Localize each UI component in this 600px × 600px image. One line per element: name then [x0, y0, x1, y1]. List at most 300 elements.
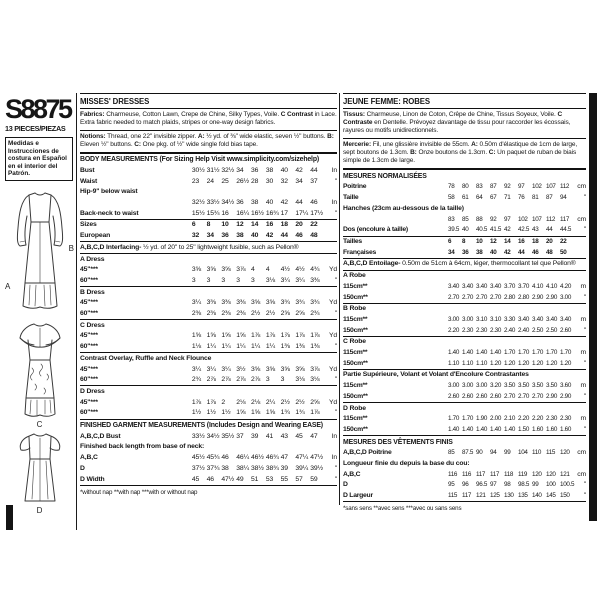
- size-value: 1.40: [490, 349, 502, 357]
- size-value: 2.50: [532, 326, 544, 334]
- size-value: 10: [221, 221, 229, 229]
- size-value: 3⅛: [295, 376, 305, 384]
- size-value: 2.70: [448, 293, 460, 301]
- size-value: 99: [504, 449, 511, 457]
- size-value: 45½: [191, 454, 205, 462]
- paragraph-segment: ½ yd. of ⅜" wide elastic, seven ½" buttons.: [204, 132, 328, 140]
- size-value: 3¼: [295, 276, 305, 284]
- unit-label: ": [583, 359, 586, 367]
- size-value: 140: [532, 492, 542, 500]
- size-value: 17½: [310, 209, 323, 217]
- size-value: 1⅞: [206, 398, 216, 406]
- size-value: 59: [310, 475, 318, 483]
- pieces-count: 13 PIECES/PIEZAS: [5, 124, 66, 133]
- size-value: 38: [221, 464, 229, 472]
- size-value: 34: [236, 166, 244, 174]
- size-value: 2.70: [532, 392, 544, 400]
- envelope-left-column: [5, 94, 74, 515]
- size-value: 4½: [295, 266, 305, 274]
- size-value: 3.40: [448, 282, 460, 290]
- size-data-row: [343, 381, 586, 392]
- size-data-row: [343, 236, 586, 248]
- size-value: 95: [448, 481, 455, 489]
- row-label: 150cm**: [343, 425, 368, 433]
- size-data-row: [343, 424, 586, 435]
- size-value: 92: [490, 215, 497, 223]
- size-value: 3.50: [532, 382, 544, 390]
- size-value: 2¾: [310, 310, 320, 318]
- row-label: 150cm**: [343, 293, 368, 301]
- size-value: 46¾: [265, 454, 279, 462]
- size-value: 87: [546, 194, 553, 202]
- size-value: 121: [560, 470, 570, 478]
- row-label: 60"***: [80, 376, 98, 384]
- size-data-row: [80, 309, 337, 320]
- size-value: 3⅜: [206, 299, 216, 307]
- size-value: 2.30: [546, 415, 558, 423]
- size-value: 117: [560, 215, 570, 223]
- column-divider: [76, 93, 77, 530]
- size-value: 3.40: [518, 315, 530, 323]
- size-value: 1.70: [560, 349, 572, 357]
- size-value: 12: [236, 221, 244, 229]
- size-value: 1.40: [462, 349, 474, 357]
- size-value: 1⅝: [191, 332, 201, 340]
- row-label: 45"***: [80, 365, 98, 373]
- size-value: 47¼: [295, 454, 309, 462]
- size-value: 2⅝: [310, 398, 320, 406]
- size-value: 2⅜: [236, 310, 246, 318]
- size-value: 2½: [280, 398, 290, 406]
- size-value: 38: [265, 166, 274, 174]
- row-label: 45"***: [80, 299, 98, 307]
- paragraph-segment: One pkg. of ½" wide single fold bias tape.: [140, 140, 258, 148]
- size-value: 1.60: [546, 425, 558, 433]
- size-value: 2.70: [504, 392, 516, 400]
- size-value: 33½: [206, 199, 220, 206]
- paragraph-segment: Notions:: [80, 132, 106, 140]
- size-data-row: [343, 193, 586, 204]
- row-label: Poitrine: [343, 183, 367, 191]
- unit-label: ": [583, 492, 586, 500]
- size-value: 10: [476, 238, 483, 245]
- size-value: 2.10: [504, 415, 516, 423]
- size-value: 44: [295, 199, 303, 206]
- row-label: 45"***: [80, 398, 98, 406]
- row-label: A,B,C: [343, 470, 361, 478]
- group-label-row: A,B,C,D Entoilage- 0.50m de 51cm à 64cm, léger, thermocollant tel que Pellon®: [343, 258, 586, 270]
- size-value: 2.40: [504, 326, 516, 334]
- size-value: 3⅝: [221, 266, 231, 274]
- size-value: 47: [310, 432, 318, 440]
- group-label-row: C Dress: [80, 319, 337, 331]
- size-data-row: [343, 469, 586, 480]
- size-value: 3.70: [504, 282, 516, 290]
- unit-label: ": [583, 226, 586, 234]
- size-value: 24: [206, 177, 214, 185]
- size-value: 87: [490, 183, 497, 191]
- size-value: 130: [504, 492, 514, 500]
- size-value: 41: [265, 432, 274, 440]
- size-value: 42: [504, 248, 511, 256]
- size-data-row: [80, 208, 337, 219]
- size-value: 3.30: [504, 315, 516, 323]
- size-value: 83: [448, 215, 455, 223]
- size-value: 120: [532, 470, 542, 478]
- size-value: 1.20: [532, 359, 544, 367]
- size-value: 40: [462, 226, 469, 234]
- unit-label: ": [334, 409, 337, 417]
- size-value: 99: [532, 481, 539, 489]
- size-value: 2⅜: [191, 310, 201, 318]
- size-value: 1.10: [476, 359, 488, 367]
- size-data-row: [343, 281, 586, 292]
- size-value: 3⅛: [265, 276, 275, 284]
- paragraph-segment: 0.50m d'élastique de 1cm de large, sept boutons de 1.3cm.: [343, 140, 578, 157]
- unit-label: ": [334, 343, 337, 351]
- row-label: 115cm**: [343, 382, 368, 390]
- size-value: 115: [546, 449, 556, 457]
- section-header-row: FINISHED GARMENT MEASUREMENTS (Includes Design and Wearing EASE): [80, 419, 337, 432]
- size-value: 1.40: [448, 349, 460, 357]
- size-value: 46¼: [236, 454, 249, 462]
- paragraph-segment: Onze boutons de 1.3cm.: [416, 149, 489, 157]
- unit-label: m: [580, 315, 586, 323]
- size-data-row: [343, 247, 586, 258]
- size-value: 14: [504, 238, 511, 245]
- size-value: 1¼: [221, 343, 231, 351]
- size-value: 45: [191, 475, 200, 483]
- size-value: 22: [310, 221, 318, 229]
- size-value: 17¼: [295, 209, 309, 217]
- size-value: 33½: [191, 432, 205, 440]
- row-label: 60"***: [80, 310, 98, 318]
- size-value: 45: [295, 432, 303, 440]
- size-value: 1⅝: [265, 409, 275, 417]
- size-value: 4.10: [546, 282, 558, 290]
- view-d-label: D: [36, 505, 43, 515]
- size-value: 1¼: [236, 343, 246, 351]
- row-label: D: [343, 481, 348, 489]
- size-value: 34: [448, 248, 455, 256]
- dress-d-illustration: [8, 429, 72, 507]
- size-value: 102: [518, 215, 528, 223]
- size-value: 2⅛: [236, 398, 246, 406]
- unit-label: Yd: [328, 398, 337, 406]
- row-label: 115cm**: [343, 282, 368, 290]
- size-value: 1½: [206, 409, 216, 417]
- size-value: 3.40: [490, 282, 502, 290]
- size-value: 3.00: [448, 382, 460, 390]
- size-value: 45¾: [206, 454, 220, 462]
- size-value: 3.00: [560, 293, 572, 301]
- size-value: 16¾: [265, 209, 279, 217]
- size-value: 1.70: [504, 349, 516, 357]
- size-value: 3⅝: [206, 266, 216, 274]
- size-value: 1.10: [462, 359, 474, 367]
- view-d-drawing: [5, 429, 74, 515]
- size-value: 125: [490, 492, 500, 500]
- group-label-row: D Dress: [80, 385, 337, 397]
- unit-label: cm: [577, 449, 586, 457]
- size-value: 1.70: [518, 349, 530, 357]
- size-value: 6: [191, 221, 196, 229]
- size-value: 1.70: [448, 415, 460, 423]
- size-value: 2⅜: [221, 310, 231, 318]
- size-value: 36: [251, 166, 259, 174]
- size-value: 14: [251, 221, 259, 229]
- size-value: 3⅝: [251, 299, 261, 307]
- size-value: 3.40: [546, 315, 558, 323]
- size-value: 2.70: [490, 293, 502, 301]
- size-data-row: [343, 314, 586, 325]
- footnote-row: *sans sens **avec sens ***avec ou sans sens: [343, 501, 586, 514]
- row-label: 115cm**: [343, 415, 368, 423]
- unit-label: ": [583, 194, 586, 202]
- size-value: 3.00: [476, 382, 488, 390]
- size-value: 3: [221, 276, 226, 284]
- row-label: 60"***: [80, 409, 98, 417]
- size-value: 1.40: [448, 425, 460, 433]
- size-value: 1¼: [265, 343, 275, 351]
- size-value: 97: [504, 215, 511, 223]
- paragraph-segment: Tissus:: [343, 110, 365, 118]
- size-value: 3⅝: [265, 299, 275, 307]
- group-label-row: Hanches (23cm au-dessous de la taille): [343, 204, 464, 212]
- size-value: 2⅞: [236, 376, 246, 384]
- size-value: 2.80: [518, 293, 530, 301]
- size-value: 1.40: [476, 349, 488, 357]
- group-label-row: Longueur finie du depuis la base du cou:: [343, 460, 470, 468]
- unit-label: In: [331, 454, 337, 462]
- unit-label: ": [583, 392, 586, 400]
- size-value: 2.60: [476, 392, 488, 400]
- size-value: 20: [295, 221, 303, 229]
- size-value: 2.80: [504, 293, 516, 301]
- size-value: 3¼: [280, 276, 290, 284]
- size-value: 8: [462, 238, 466, 245]
- size-value: 102: [532, 183, 542, 191]
- size-value: 18: [280, 221, 288, 229]
- row-label: D Width: [80, 475, 105, 483]
- unit-label: Yd: [328, 299, 337, 307]
- size-value: 1.60: [532, 425, 544, 433]
- dress-ab-illustration: [8, 186, 72, 316]
- paragraph-segment: C Contraste: [343, 110, 563, 126]
- unit-label: m: [580, 282, 586, 290]
- size-value: 34½: [206, 432, 220, 440]
- size-data-row: [343, 480, 586, 491]
- size-value: 2.30: [462, 326, 474, 334]
- unit-label: ": [334, 177, 337, 185]
- unit-label: ": [334, 376, 337, 384]
- size-value: 38¼: [236, 464, 249, 472]
- row-label: Bust: [80, 166, 95, 174]
- size-value: 34: [295, 177, 303, 185]
- size-value: 37: [236, 432, 244, 440]
- size-value: 3¾: [295, 299, 305, 307]
- size-value: 2.60: [462, 392, 474, 400]
- paragraph-segment: Thread, one 22" invisible zipper.: [105, 132, 198, 140]
- size-value: 98.5: [518, 481, 530, 489]
- size-value: 44: [546, 226, 553, 234]
- size-value: 92: [504, 183, 511, 191]
- size-value: 1⅝: [206, 332, 216, 340]
- size-value: 90: [476, 449, 483, 457]
- size-value: 46: [295, 232, 303, 240]
- size-value: 3: [251, 276, 255, 284]
- size-value: 3⅛: [310, 376, 320, 384]
- size-data-row: [343, 358, 586, 369]
- size-value: 2.20: [448, 326, 460, 334]
- unit-label: ": [334, 475, 337, 483]
- size-value: 55: [280, 475, 288, 483]
- size-value: 2⅞: [206, 376, 216, 384]
- size-value: 1.70: [546, 349, 558, 357]
- paragraph-segment: Charmeuse, Cotton Lawn, Crepe de Chine, Silky Types, Voile.: [104, 110, 281, 118]
- size-value: 1⅞: [251, 332, 261, 340]
- size-value: 2½: [295, 398, 305, 406]
- size-value: 1.40: [504, 425, 516, 433]
- size-data-row: [80, 331, 337, 342]
- size-data-row: [80, 408, 337, 419]
- size-value: 40.5: [476, 226, 488, 234]
- unit-label: ": [334, 464, 337, 472]
- size-value: 100.5: [560, 481, 575, 489]
- french-measurements-column: [343, 93, 586, 515]
- group-label-row: A,B,C,D Interfacing- ½ yd. of 20" to 25" lightweight fusible, such as Pellon®: [80, 241, 337, 253]
- size-value: 2.60: [448, 392, 460, 400]
- size-value: 1.90: [476, 415, 488, 423]
- size-value: 1⅛: [191, 343, 201, 351]
- paragraph-segment: Charmeuse, Linon de Coton, Crêpe de Chine, Tissus Soyeux, Voile.: [364, 110, 558, 118]
- size-value: 53: [265, 475, 274, 483]
- size-value: 118: [504, 470, 514, 478]
- group-label-row: Partie Supérieure, Volant et Volant d'Encolure Contrastantes: [343, 369, 586, 381]
- paragraph-segment: Fabrics:: [80, 110, 105, 118]
- size-value: 2⅞: [221, 376, 231, 384]
- size-value: 34½: [221, 199, 235, 206]
- size-value: 2.40: [518, 326, 530, 334]
- row-label: 60"***: [80, 276, 98, 284]
- unit-label: ": [334, 310, 337, 318]
- size-value: 43: [532, 226, 539, 234]
- size-value: 42: [280, 199, 288, 206]
- size-value: 80: [462, 183, 469, 191]
- size-value: 39.5: [448, 226, 460, 234]
- size-value: 1⅞: [295, 332, 305, 340]
- section-header-row: MESURES NORMALISÉES: [343, 169, 586, 182]
- size-value: 81: [532, 194, 539, 202]
- paragraph-segment: A:: [197, 132, 205, 140]
- size-value: 3.50: [546, 382, 558, 390]
- size-value: 3⅝: [280, 365, 290, 373]
- size-data-row: [80, 453, 337, 464]
- unit-label: Yd: [328, 266, 337, 274]
- row-label: Back-neck to waist: [80, 209, 139, 217]
- row-label: 115cm**: [343, 315, 368, 323]
- size-data-row: [80, 275, 337, 286]
- view-b-label: B: [68, 243, 74, 253]
- size-data-row: [343, 348, 586, 359]
- size-value: 3¼: [191, 299, 201, 307]
- group-label-row: B Robe: [343, 303, 586, 315]
- row-label: D Largeur: [343, 492, 373, 500]
- size-value: 1.20: [518, 359, 530, 367]
- row-label: A,B,C,D Bust: [80, 432, 121, 440]
- size-value: 1¼: [206, 343, 216, 351]
- size-value: 3⅝: [251, 365, 261, 373]
- size-value: 42: [295, 166, 303, 174]
- size-data-row: [80, 198, 337, 209]
- size-value: 96: [462, 481, 469, 489]
- size-value: 32: [191, 232, 200, 240]
- size-value: 42: [265, 232, 274, 240]
- size-value: 2.00: [490, 415, 502, 423]
- french-size-table: [343, 169, 586, 514]
- size-value: 94: [490, 449, 497, 457]
- row-label: Sizes: [80, 221, 97, 229]
- size-value: 2⅝: [295, 310, 305, 318]
- size-value: 1⅞: [191, 398, 201, 406]
- size-value: 2.60: [490, 392, 502, 400]
- size-value: 44: [280, 232, 288, 240]
- size-value: 85: [462, 215, 469, 223]
- size-value: 1¾: [280, 409, 290, 417]
- size-value: 1.20: [560, 359, 572, 367]
- size-value: 46: [310, 199, 318, 206]
- size-value: 39¼: [295, 464, 309, 472]
- english-fabrics-paragraph: [80, 109, 337, 131]
- size-value: 12: [490, 238, 497, 245]
- size-value: 104: [518, 449, 528, 457]
- size-value: 39½: [310, 464, 323, 472]
- size-value: 71: [504, 194, 511, 202]
- size-value: 121: [476, 492, 486, 500]
- group-label-row: A Robe: [343, 270, 586, 282]
- unit-label: ": [583, 481, 586, 489]
- size-value: 40: [280, 166, 288, 174]
- unit-label: ": [583, 326, 586, 334]
- size-value: 39: [280, 464, 288, 472]
- size-value: 1.40: [490, 425, 502, 433]
- size-value: 15½: [191, 209, 205, 217]
- size-value: 2.50: [546, 326, 558, 334]
- size-value: 2.30: [476, 326, 488, 334]
- group-label-row: C Robe: [343, 336, 586, 348]
- paragraph-segment: A:: [471, 140, 478, 148]
- row-label: D: [80, 464, 85, 472]
- size-value: 2.20: [518, 415, 530, 423]
- size-value: 38¾: [265, 464, 279, 472]
- size-data-row: [80, 364, 337, 375]
- size-value: 107: [546, 183, 556, 191]
- paragraph-segment: B:: [410, 149, 417, 157]
- size-value: 43: [280, 432, 288, 440]
- size-value: 8: [206, 221, 211, 229]
- size-value: 2.90: [560, 392, 572, 400]
- size-value: 42: [504, 226, 511, 234]
- size-value: 16: [265, 221, 274, 229]
- size-data-row: [80, 463, 337, 474]
- size-value: 2.90: [546, 392, 558, 400]
- size-value: 2.70: [462, 293, 474, 301]
- size-value: 30½: [191, 166, 205, 174]
- size-value: 18: [532, 238, 539, 245]
- spanish-note: Medidas e Instrucciones de costura en Español en el interior del Patrón.: [5, 137, 73, 181]
- size-value: 32: [280, 177, 288, 185]
- size-value: 4: [251, 266, 255, 274]
